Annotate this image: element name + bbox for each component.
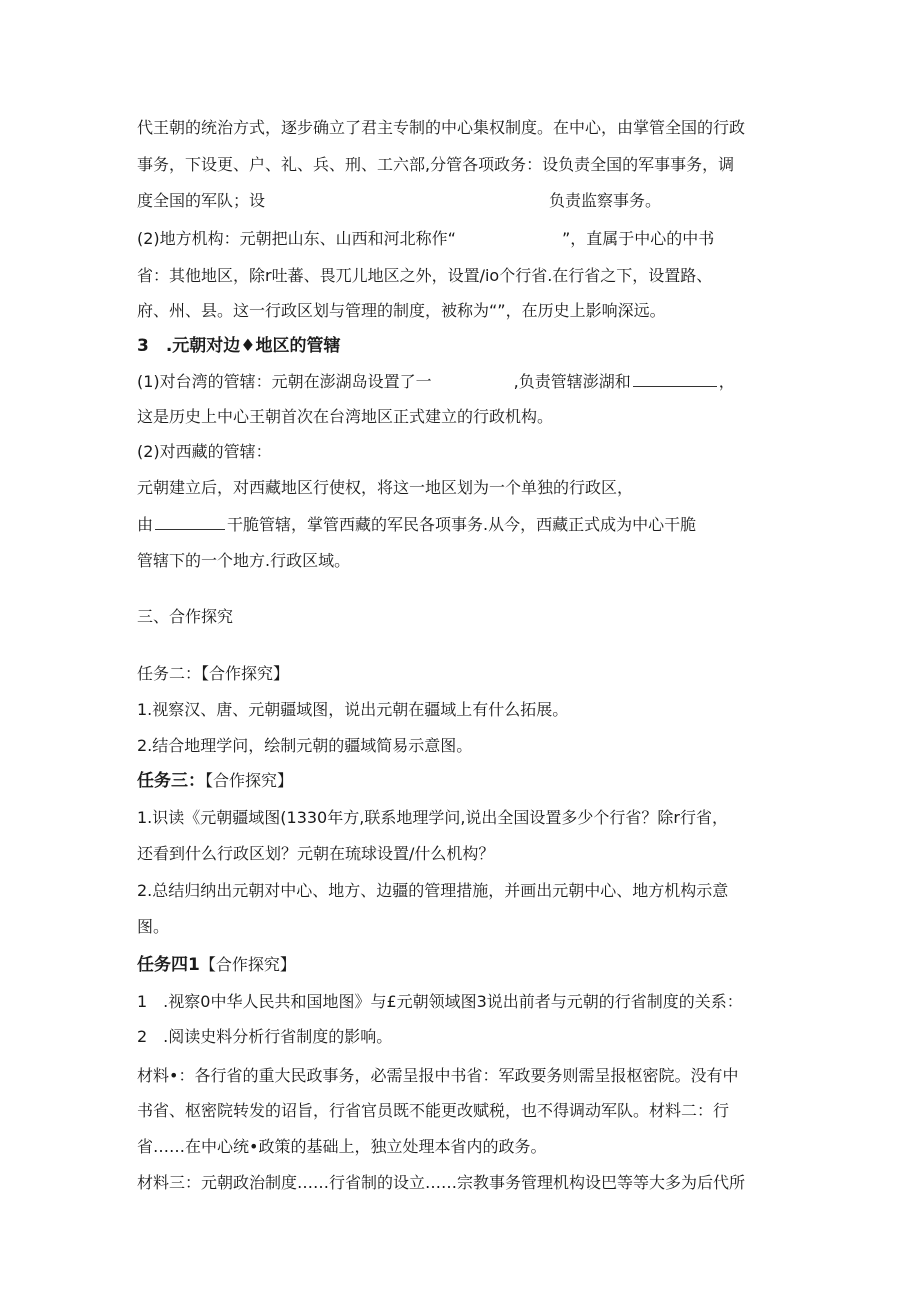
section-heading: 三、合作探究 [137, 607, 234, 626]
text-segment: 干脆管辖，掌管西藏的军民各项事务.从今，西藏正式成为中心干脆 [227, 515, 697, 534]
text-segment: ， [718, 372, 735, 391]
task-tag: 【合作探究】 [199, 955, 296, 974]
question-line: 2.结合地理学问，绘制元朝的疆域简易示意图。 [137, 736, 473, 755]
material-line: 材料三：元朝政治制度……行省制的设立……宗教事务管理机构设巴等等大多为后代所 [137, 1173, 746, 1192]
task-title [137, 953, 296, 977]
question-line: 还看到什么行政区划？元朝在琉球设置/什么机构？ [137, 844, 495, 863]
question-line: 1.视察汉、唐、元朝疆域图，说出元朝在疆域上有什么拓展。 [137, 700, 569, 719]
fill-in-blank-underline [155, 513, 225, 530]
text-segment: 负责监察事务。 [549, 191, 662, 210]
material-line: 省……在中心统•政策的基础上，独立处理本省内的政务。 [137, 1137, 547, 1156]
paragraph-line: 代王朝的统治方式，逐步确立了君主专制的中心集权制度。在中心，由掌管全国的行政 [137, 118, 746, 137]
paragraph-line: 这是历史上中心王朝首次在台湾地区正式建立的行政机构。 [137, 407, 554, 426]
paragraph-line [137, 370, 735, 394]
fill-in-blank-underline [633, 370, 717, 387]
text-segment: ”，直属于中心的中书 [561, 229, 715, 248]
question-line: 2 .阅读史料分析行省制度的影响。 [137, 1027, 393, 1046]
task-title [137, 769, 293, 793]
paragraph-line [137, 227, 714, 251]
text-segment: (2)地方机构：元朝把山东、山西和河北称作“ [137, 229, 456, 248]
paragraph-line: 元朝建立后，对西藏地区行使权，将这一地区划为一个单独的行政区， [137, 478, 634, 497]
text-segment: 度全国的军队；设 [137, 191, 266, 210]
material-line: 书省、枢密院转发的诏旨，行省官员既不能更改赋税，也不得调动军队。材料二：行 [137, 1101, 730, 1120]
section-heading: 3 .元朝对边♦地区的管辖 [137, 336, 341, 356]
paragraph-line: 管辖下的一个地方.行政区域。 [137, 551, 351, 570]
question-line: 图。 [137, 917, 170, 936]
task-title: 任务二：【合作探究】 [137, 664, 290, 683]
text-segment: 由 [137, 515, 154, 534]
text-segment: ,负责管辖澎湖和 [513, 372, 631, 391]
question-line: 2.总结归纳出元朝对中心、地方、边疆的管理措施，并画出元朝中心、地方机构示意 [137, 881, 729, 900]
paragraph-line [137, 189, 661, 213]
paragraph-line [137, 513, 696, 537]
paragraph-line: 事务，下设更、户、礼、兵、刑、工六部,分管各项政务：设负责全国的军事事务，调 [137, 155, 735, 174]
paragraph-line: (2)对西藏的管辖： [137, 442, 272, 461]
task-label: 任务三： [137, 771, 205, 791]
task-label: 任务四1 [137, 955, 200, 975]
question-line: 1 .视察0中华人民共和国地图》与£元朝领域图3说出前者与元朝的行省制度的关系： [137, 992, 743, 1011]
text-segment: (1)对台湾的管辖：元朝在澎湖岛设置了一 [137, 372, 432, 391]
question-line: 1.识读《元朝疆域图(1330年方,联系地理学问,说出全国设置多少个行省？除r行省， [137, 808, 728, 827]
paragraph-line: 省：其他地区，除r吐蕃、畏兀儿地区之外，设置/io个行省.在行省之下，设置路、 [137, 266, 713, 285]
material-line: 材料•：各行省的重大民政事务，必需呈报中书省：军政要务则需呈报枢密院。没有中 [137, 1066, 739, 1085]
paragraph-line: 府、州、县。这一行政区划与管理的制度，被称为“”，在历史上影响深远。 [137, 301, 666, 320]
task-tag: 【合作探究】 [205, 771, 294, 790]
